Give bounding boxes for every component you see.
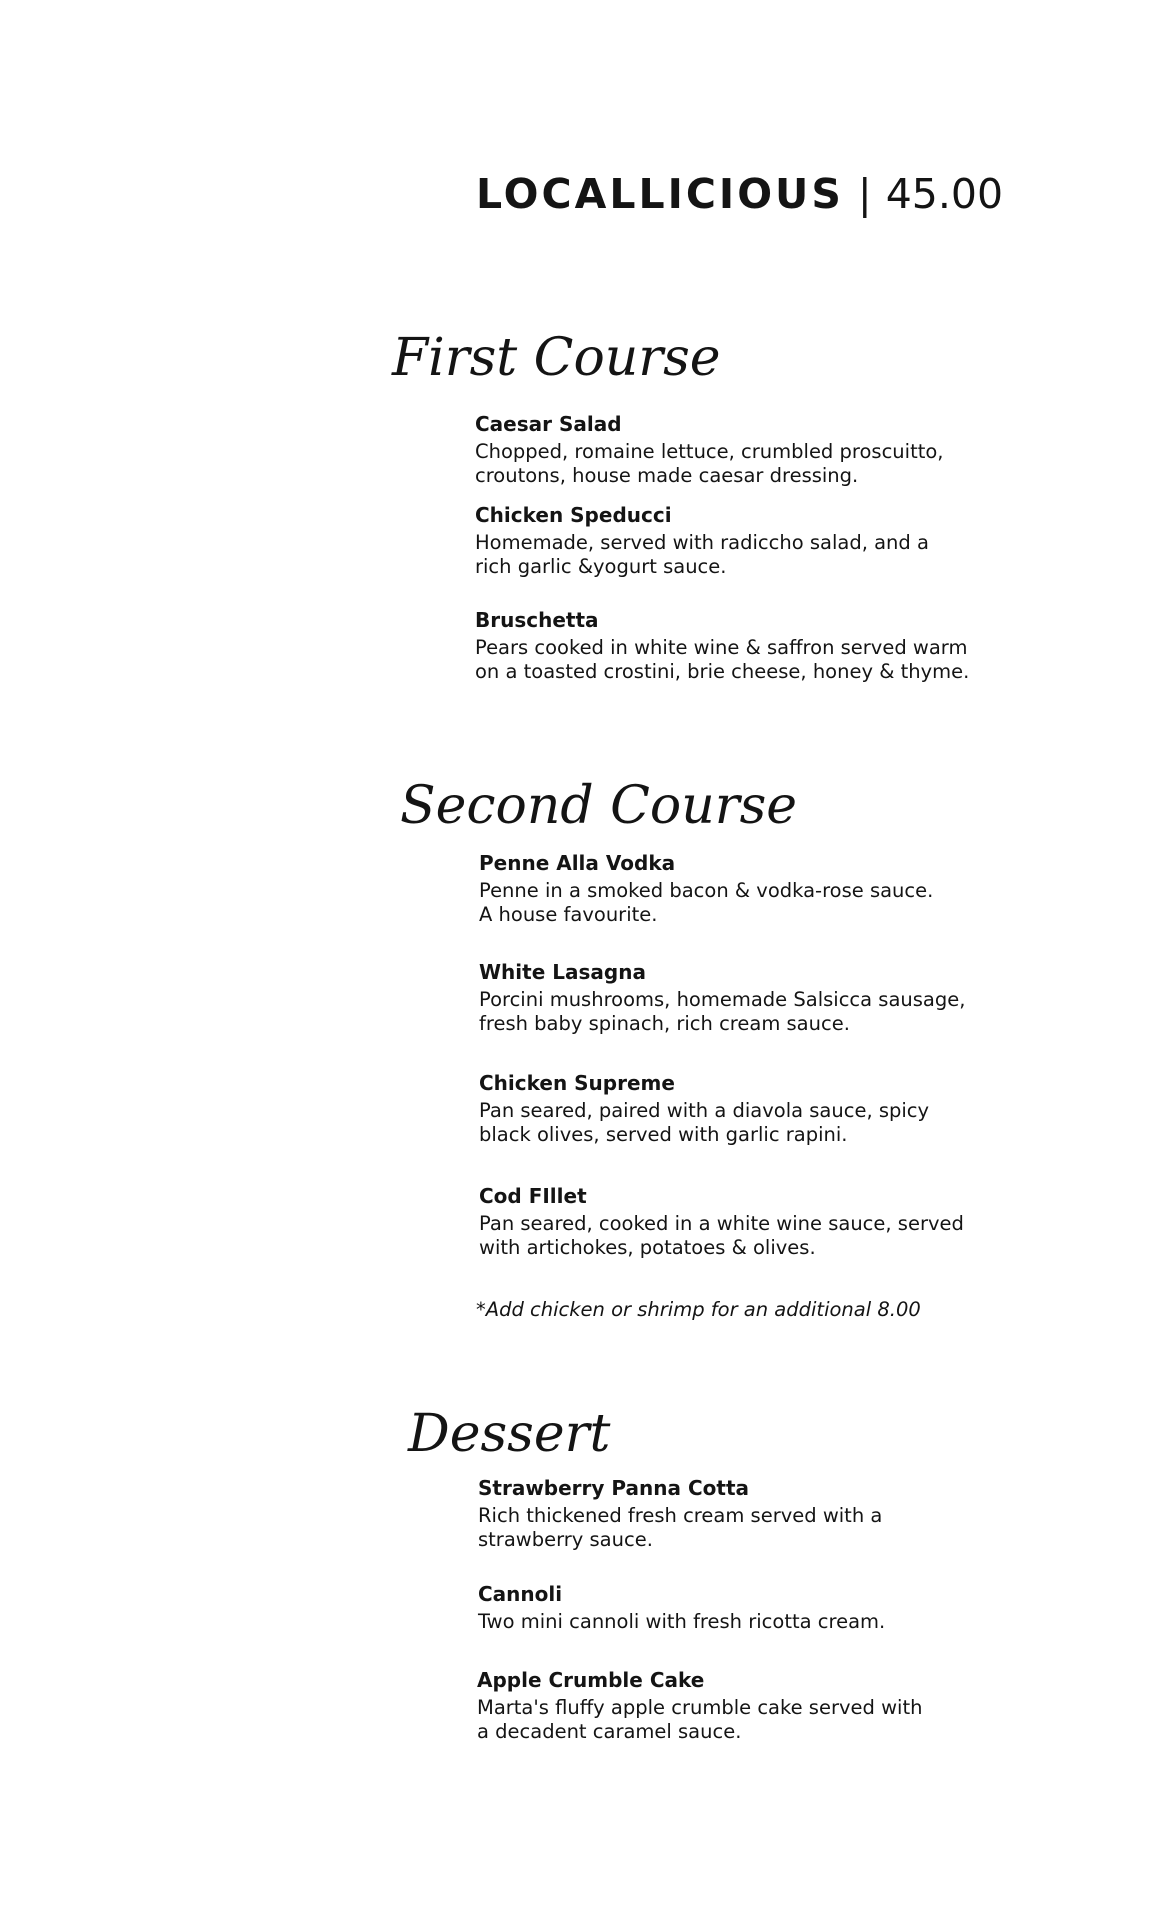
- course-title: First Course: [392, 328, 721, 388]
- item-description: Pears cooked in white wine & saffron served warm on a toasted crostini, brie cheese, honey & thyme.: [475, 636, 970, 683]
- menu-item: [475, 608, 995, 684]
- menu-item: [479, 1071, 999, 1147]
- course-title: Second Course: [400, 776, 798, 836]
- menu-item: [478, 1476, 998, 1552]
- menu-name: LOCALLICIOUS: [476, 170, 844, 218]
- menu-header: [476, 170, 1003, 218]
- item-description: Marta's fluffy apple crumble cake served with a decadent caramel sauce.: [477, 1696, 923, 1743]
- menu-item: [475, 412, 995, 488]
- item-name: Cannoli: [478, 1582, 563, 1606]
- menu-item: [478, 1582, 998, 1634]
- item-name: Caesar Salad: [475, 412, 622, 436]
- item-description: Pan seared, cooked in a white wine sauce, served with artichokes, potatoes & olives.: [479, 1212, 964, 1259]
- course-title: Dessert: [408, 1404, 611, 1464]
- add-on-note: *Add chicken or shrimp for an additional 8.00: [476, 1298, 921, 1321]
- item-description: Porcini mushrooms, homemade Salsicca sausage, fresh baby spinach, rich cream sauce.: [479, 988, 966, 1035]
- item-name: Penne Alla Vodka: [479, 851, 676, 875]
- item-name: Bruschetta: [475, 608, 599, 632]
- item-description: Penne in a smoked bacon & vodka-rose sauce. A house favourite.: [479, 879, 934, 926]
- item-description: Pan seared, paired with a diavola sauce, spicy black olives, served with garlic rapini.: [479, 1099, 930, 1146]
- menu-item: [479, 851, 999, 927]
- item-name: Cod FIllet: [479, 1184, 587, 1208]
- item-description: Chopped, romaine lettuce, crumbled proscuitto, croutons, house made caesar dressing.: [475, 440, 944, 487]
- item-name: White Lasagna: [479, 960, 646, 984]
- menu-price: 45.00: [885, 170, 1004, 218]
- menu-item: [479, 960, 999, 1036]
- item-name: Apple Crumble Cake: [477, 1668, 705, 1692]
- menu-item: [479, 1184, 999, 1260]
- item-name: Chicken Speducci: [475, 503, 672, 527]
- item-description: Two mini cannoli with fresh ricotta cream.: [478, 1610, 886, 1633]
- item-name: Chicken Supreme: [479, 1071, 675, 1095]
- header-divider: |: [857, 170, 872, 218]
- item-name: Strawberry Panna Cotta: [478, 1476, 749, 1500]
- item-description: Rich thickened fresh cream served with a strawberry sauce.: [478, 1504, 883, 1551]
- menu-item: [475, 503, 995, 579]
- item-description: Homemade, served with radiccho salad, and a rich garlic &yogurt sauce.: [475, 531, 929, 578]
- menu-item: [477, 1668, 997, 1744]
